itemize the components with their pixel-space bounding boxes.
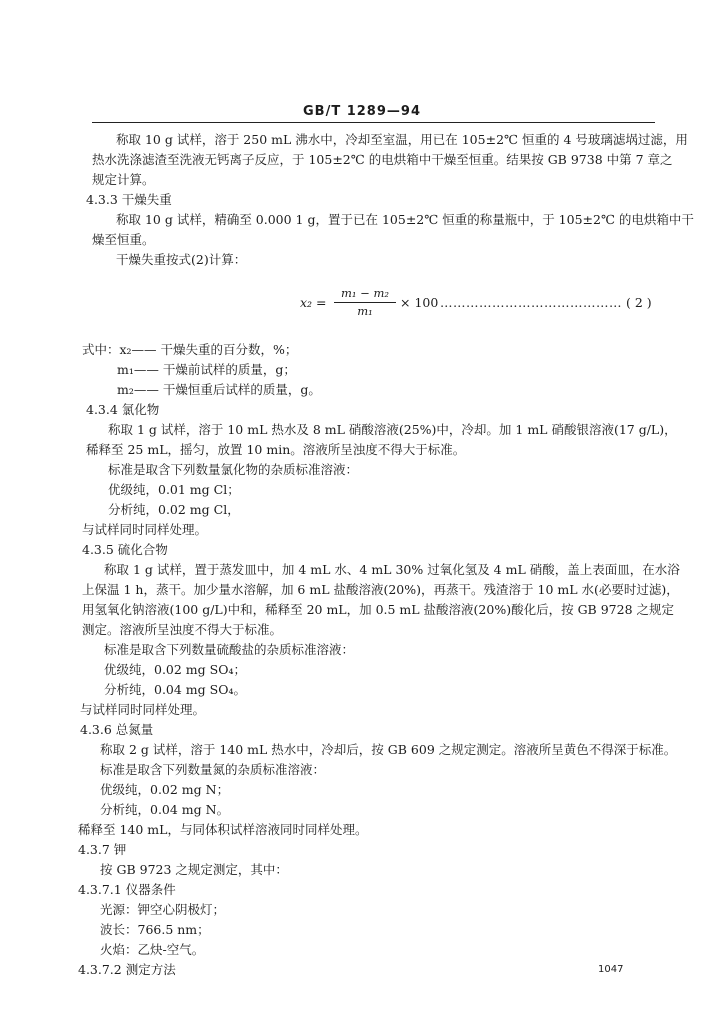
text-line: 分析纯，0.04 mg SO₄。 [104, 682, 246, 697]
formula-numerator: m₁ − m₂ [341, 286, 389, 300]
text-line: 稀释至 140 mL，与同体积试样溶液同时同样处理。 [78, 822, 368, 837]
formula-2 [300, 286, 680, 326]
text-line: 与试样同时同样处理。 [80, 702, 206, 717]
text-line: 按 GB 9723 之规定测定，其中： [100, 862, 288, 877]
section-heading: 4.3.3 干燥失重 [86, 192, 172, 207]
text-line: 标准是取含下列数量氯化物的杂质标准溶液： [108, 462, 359, 477]
text-line: 波长：766.5 nm； [100, 922, 210, 937]
formula-lhs: x₂ = [300, 295, 327, 310]
section-heading: 4.3.5 硫化合物 [82, 542, 168, 557]
text-line: 式中：x₂—— 干燥失重的百分数，%； [82, 342, 298, 357]
formula-multiplier: × 100 [400, 295, 439, 310]
text-line: m₂—— 干燥恒重后试样的质量，g。 [117, 382, 321, 397]
fraction-bar [334, 302, 396, 303]
formula-leader-dots: …………………………………… [440, 295, 622, 310]
text-line: 火焰：乙炔-空气。 [100, 942, 205, 957]
text-line: 称取 1 g 试样，置于蒸发皿中，加 4 mL 水、4 mL 30% 过氧化氢及 4 mL 硝酸，盖上表面皿，在水浴 [104, 562, 680, 577]
text-line: 标准是取含下列数量硫酸盐的杂质标准溶液： [104, 642, 355, 657]
text-line: 分析纯，0.04 mg N。 [100, 802, 230, 817]
section-heading: 4.3.7.2 测定方法 [78, 962, 176, 977]
text-line: 规定计算。 [92, 172, 155, 187]
text-line: 称取 10 g 试样，溶于 250 mL 沸水中，冷却至室温，用已在 105±2℃ 恒重的 4 号玻璃滤埚过滤，用 [116, 132, 688, 147]
text-line: 干燥失重按式(2)计算： [116, 252, 247, 267]
text-line: 优级纯，0.02 mg N； [100, 782, 230, 797]
equation-number: ( 2 ) [626, 295, 652, 310]
page-header: GB/T 1289—94 [303, 104, 421, 119]
text-line: 标准是取含下列数量氮的杂质标准溶液： [100, 762, 326, 777]
text-line: 分析纯，0.02 mg Cl， [108, 502, 240, 517]
text-line: m₁—— 干燥前试样的质量，g； [117, 362, 296, 377]
header-rule [92, 122, 655, 123]
text-line: 热水洗涤滤渣至洗液无钙离子反应，于 105±2℃ 的电烘箱中干燥至恒重。结果按 GB 9738 中第 7 章之 [92, 152, 673, 167]
text-line: 称取 10 g 试样，精确至 0.000 1 g，置于已在 105±2℃ 恒重的称量瓶中，于 105±2℃ 的电烘箱中干 [116, 212, 694, 227]
text-line: 测定。溶液所呈浊度不得大于标准。 [82, 622, 283, 637]
text-line: 与试样同时同样处理。 [82, 522, 208, 537]
formula-denominator: m₁ [357, 304, 373, 318]
text-line: 优级纯，0.02 mg SO₄； [104, 662, 246, 677]
text-line: 称取 1 g 试样，溶于 10 mL 热水及 8 mL 硝酸溶液(25%)中，冷却。加 1 mL 硝酸银溶液(17 g/L)， [108, 422, 677, 437]
text-line: 用氢氧化钠溶液(100 g/L)中和，稀释至 20 mL，加 0.5 mL 盐酸溶液(20%)酸化后，按 GB 9728 之规定 [82, 602, 674, 617]
text-line: 称取 2 g 试样，溶于 140 mL 热水中，冷却后，按 GB 609 之规定测定。溶液所呈黄色不得深于标准。 [100, 742, 677, 757]
section-heading: 4.3.6 总氮量 [80, 722, 154, 737]
section-heading: 4.3.7 钾 [78, 842, 127, 857]
text-line: 稀释至 25 mL，摇匀，放置 10 min。溶液所呈浊度不得大于标准。 [86, 442, 466, 457]
text-line: 上保温 1 h，蒸干。加少量水溶解，加 6 mL 盐酸溶液(20%)，再蒸干。残渣溶于 10 mL 水(必要时过滤)， [82, 582, 679, 597]
section-heading: 4.3.4 氯化物 [86, 402, 160, 417]
section-heading: 4.3.7.1 仪器条件 [78, 882, 176, 897]
text-line: 优级纯，0.01 mg Cl； [108, 482, 240, 497]
text-line: 光源：钾空心阴极灯； [100, 902, 226, 917]
formula-fraction [334, 286, 396, 319]
text-line: 燥至恒重。 [92, 232, 155, 247]
page-number: 1047 [598, 964, 624, 975]
